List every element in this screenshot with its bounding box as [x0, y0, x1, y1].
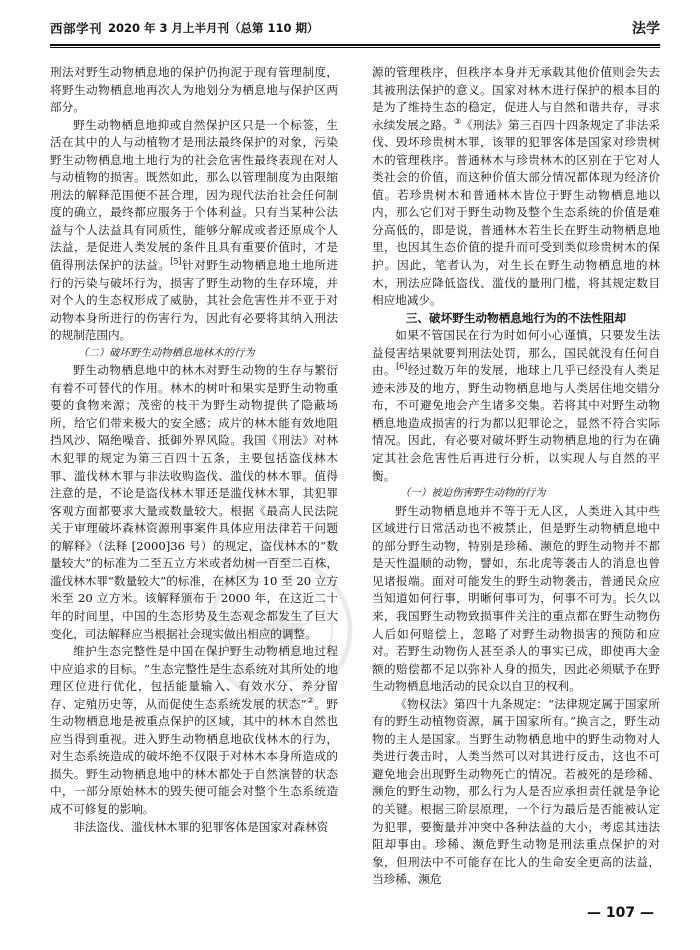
- paragraph: 如果不管国民在行为时如何小心谨慎，只要发生法益侵害结果就要判刑法处罚，那么，国民就没有任何自由。[6]经过数万年的发展，地球上几乎已经没有人类足迹未涉及的地方，野生动物栖息地与人类居住地交错分布，不可避免地会产生诸多交集。若将其中对野生动物栖息地造成损害的行为都以犯罪论之，显然不符合实际情况。因此，有必要对破坏野生动物栖息地的行为在确定其社会危害性后再进行分析，以实现人与自然的平衡。: [372, 328, 660, 483]
- subsection-heading: （二）破坏野生动物栖息地林木的行为: [78, 346, 255, 359]
- journal-name: 西部学刊: [50, 21, 103, 36]
- subsection-heading: （一）被迫伤害野生动物的行为: [400, 487, 546, 500]
- section-label: 法学: [632, 21, 660, 37]
- right-column: [372, 64, 660, 889]
- paragraph: 野生动物栖息地抑或自然保护区只是一个标签，生活在其中的人与动植物才是刑法最终保护的对象，污染野生动物栖息地土地行为的社会危害性最终表现在对人与动植物的损害。既然如此，那么以管理制度为由限缩刑法的解释范围便不甚合理，因为现代法治社会任何制度的确立，最终都应服务于个体利益。只有当某种公法益与个人法益具有同质性，能够分解成或者还原成个人法益，是促进人类发展的条件且具有重要价值时，才是值得刑法保护的法益。[5]针对野生动物栖息地土地所进行的污染与破坏行为，损害了野生动物的生存环境，并对个人的生态权形成了威胁，其社会危害性并不亚于对动物本身所进行的伤害行为，因此有必要将其纳入刑法的规制范围内。: [50, 117, 338, 343]
- left-column: [50, 64, 338, 836]
- citation: [5]: [170, 257, 182, 267]
- paragraph: 刑法对野生动物栖息地的保护仍拘泥于现有管理制度，将野生动物栖息地再次人为地划分为栖息地与保护区两部分。: [50, 65, 338, 115]
- paragraph: 《物权法》第四十九条规定：“法律规定属于国家所有的野生动植物资源，属于国家所有。”换言之，野生动物的主人是国家。当野生动物栖息地中的野生动物对人类进行袭击时，人类当然可以对其进行反击，这也不可避免地会出现野生动物死亡的情况。若被死的是珍稀、濒危的野生动物，那么行为人是否应承担责任就是争论的关键。根据三阶层原理，一个行为最后是否能被认定为犯罪，要衡量并冲突中各种法益的大小，考虑其违法阻却事由。珍稀、濒危野生动物是刑法重点保护的对象，但刑法中不可能存在比人的生命安全更高的法益，当珍稀、濒危: [372, 696, 660, 887]
- section-heading: 三、破坏野生动物栖息地行为的不法性阻却: [405, 310, 627, 325]
- paragraph: 野生动物栖息地并不等于无人区，人类进入其中些区域进行日常活动也不被禁止，但是野生动物栖息地中的部分野生动物，特别是珍稀、濒危的野生动物并不都是天性温顺的动物，譬如，东北虎等袭击人的消息也曾见诸报端。面对可能发生的野生动物袭击，普通民众应当知道如何行事，明晰何事可为，何事不可为。长久以来，我国野生动物致损事件关注的重点都在野生动物伤人后如何赔偿上，忽略了对野生动物损害的预防和应对。若野生动物伤人甚至杀人的事实已成，即使再大金额的赔偿都不足以弥补人身的损失，因此必须赋予在野生动物栖息地活动的民众以自卫的权利。: [372, 503, 660, 694]
- running-header: [50, 16, 660, 42]
- paragraph: 源的管理秩序，但秩序本身并无承载其他价值则会失去其被刑法保护的意义。国家对林木进行保护的根本目的是为了维持生态的稳定，促进人与自然和谐共存，寻求永续发展之路。③《刑法》第三百四十四条规定了非法采伐、毁坏珍贵树木罪，该罪的犯罪客体是国家对珍贵树木的管理秩序。普通林木与珍贵林木的区别在于它对人类社会的价值，而这种价值大部分情况都体现为经济价值。若珍贵树木和普通林木皆位于野生动物栖息地以内，那么它们对于野生动物及整个生态系统的价值是难分高低的，即是说，普通林木若生长在野生动物栖息地里，也因其生态价值的提升而可受到类似珍贵树木的保护。因此，笔者认为，对生长在野生动物栖息地的林木，刑法应降低盗伐、滥伐的量刑门槛，将其规定数目相应地减少。: [372, 65, 660, 308]
- footnote-mark: ②: [306, 695, 315, 705]
- paragraph: 非法盗伐、滥伐林木罪的犯罪客体是国家对森林资: [73, 819, 329, 834]
- citation: [6]: [396, 362, 408, 372]
- header-rule-thin: [50, 47, 660, 48]
- header-rule-thick: [50, 44, 660, 46]
- paragraph: 维护生态完整性是中国在保护野生动物栖息地过程中应追求的目标。“生态完整性是生态系统对其所处的地理区位进行优化，包括能量输入、有效水分、养分留存、定殖历史等，从而促使生态系统发展的状态”②。野生动物栖息地是被重点保护的区域，其中的林木自然也应当得到重视。进入野生动物栖息地砍伐林木的行为，对生态系统造成的破坏绝不仅限于对林木本身所造成的损失。野生动物栖息地中的林木都处于自然演替的状态中，一部分原始林木的毁失便可能会对整个生态系统造成不可修复的影响。: [50, 644, 338, 816]
- page-number: — 107 —: [587, 905, 654, 921]
- paragraph: 野生动物栖息地中的林木对野生动物的生存与繁衍有着不可替代的作用。林木的树叶和果实是野生动物重要的食物来源；茂密的枝干为野生动物提供了隐蔽场所，给它们带来极大的安全感；成片的林木能有效地阻挡风沙、隔绝噪音、抵御外界风险。我国《刑法》对林木犯罪的规定为第三百四十五条，主要包括盗伐林木罪、滥伐林木罪与非法收购盗伐、滥伐的林木罪。值得注意的是，不论是盗伐林木罪还是滥伐林木罪，其犯罪客观方面都要求大量或数量较大。根据《最高人民法院关于审理破坏森林资源刑事案件具体应用法律若干问题的解释》（法释 [2000]36 号）的规定，盗伐林木的“数量较大”的标准为二至五立方米或者幼树一百至二百株，滥伐林木罪“数量较大”的标准，在林区为 10 至 20 立方米至 20 立方米。该解释颁布于 2000 年，在这近二十年的时间里，中国的生态形势及生态观念都发生了巨大变化，司法解释应当根据社会现实做出相应的调整。: [50, 363, 338, 641]
- issue-info: 2020 年 3 月上半月刊（总第 110 期）: [108, 21, 319, 35]
- footnote-mark: ③: [453, 116, 462, 126]
